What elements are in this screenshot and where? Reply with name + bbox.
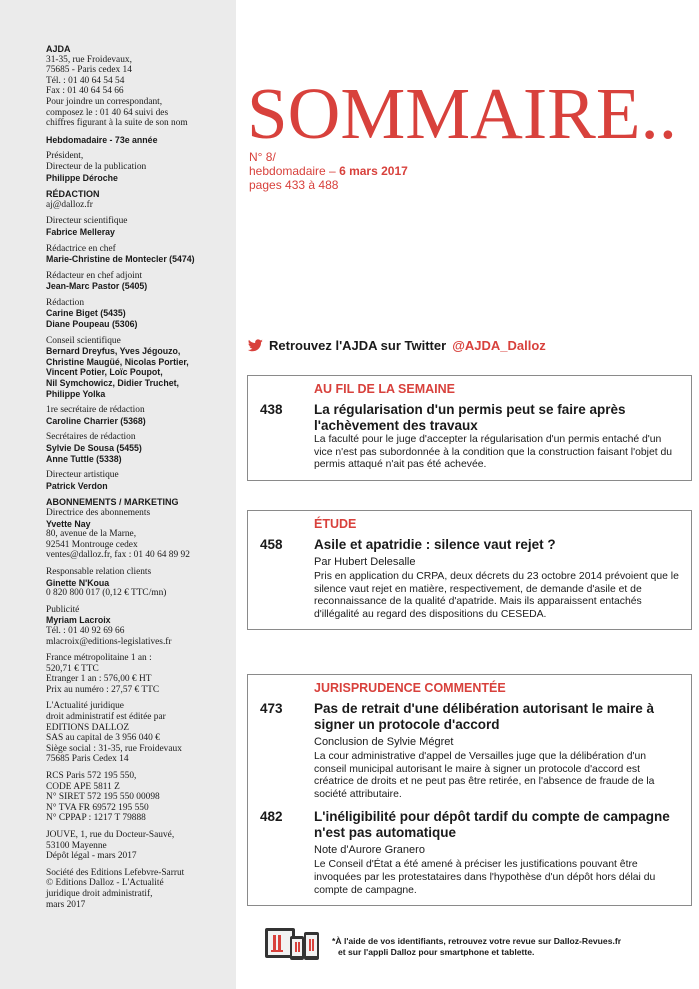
- masthead-line: AJDA: [46, 44, 71, 54]
- masthead-block: [46, 868, 226, 910]
- twitter-text: Retrouvez l'AJDA sur Twitter: [269, 338, 447, 353]
- masthead-line: droit administratif est éditée par: [46, 712, 166, 723]
- article-page-number: 473: [260, 701, 283, 716]
- article-title[interactable]: L'inéligibilité pour dépôt tardif du compte de campagne n'est pas automatique: [314, 809, 670, 841]
- issue-info: [249, 150, 408, 192]
- masthead-line: Caroline Charrier (5368): [46, 415, 146, 426]
- masthead-line: Siège social : 31-35, rue Froidevaux: [46, 743, 182, 754]
- masthead-line: Philippe Déroche: [46, 172, 118, 183]
- masthead-line: Patrick Verdon: [46, 480, 108, 491]
- masthead-block: [46, 336, 226, 400]
- masthead: [0, 0, 236, 989]
- article-summary: La faculté pour le juge d'accepter la régularisation d'un permis entaché d'un vice n'est pas subordonnée à la condition que la construction faisant l'objet du permis attaqué n'ait pas été achevée.: [314, 434, 673, 471]
- masthead-line: 31-35, rue Froidevaux,: [46, 54, 132, 65]
- article-summary: Le Conseil d'État a été amené à préciser les justifications pouvant être invoquées par les protestataires dans l'hypothèse d'un dépôt hors délai du compte de campagne.: [314, 859, 656, 896]
- twitter-handle-link[interactable]: @AJDA_Dalloz: [452, 338, 546, 353]
- page-title: SOMMAIRE..: [247, 73, 677, 154]
- masthead-line: 53100 Mayenne: [46, 840, 107, 851]
- masthead-block: [46, 216, 226, 237]
- masthead-line: Etranger 1 an : 576,00 € HT: [46, 674, 152, 685]
- masthead-block: [46, 151, 226, 183]
- masthead-line: N° CPPAP : 1217 T 79888: [46, 813, 146, 824]
- masthead-line: Société des Editions Lefebvre-Sarrut: [46, 867, 185, 878]
- masthead-line: Philippe Yolka: [46, 388, 106, 399]
- masthead-block: [46, 298, 226, 330]
- article-page-number: 438: [260, 402, 283, 417]
- masthead-block: [46, 405, 226, 426]
- masthead-line: 75685 - Paris cedex 14: [46, 65, 132, 76]
- masthead-line: SAS au capital de 3 956 040 €: [46, 733, 160, 744]
- masthead-line: Diane Poupeau (5306): [46, 319, 138, 330]
- masthead-line: Vincent Potier, Loïc Poupot,: [46, 367, 163, 378]
- masthead-line: Rédactrice en chef: [46, 243, 116, 254]
- article-author: Par Hubert Delesalle: [314, 556, 416, 568]
- masthead-line: mlacroix@editions-legislatives.fr: [46, 636, 172, 647]
- masthead-line: Myriam Lacroix: [46, 615, 111, 626]
- article-entry[interactable]: [260, 537, 679, 621]
- section-title: AU FIL DE LA SEMAINE: [314, 382, 455, 396]
- article-author: Conclusion de Sylvie Mégret: [314, 736, 454, 748]
- issue-pages: pages 433 à 488: [249, 178, 339, 192]
- masthead-block: [46, 567, 226, 599]
- article-title[interactable]: Asile et apatridie : silence vaut rejet ?: [314, 537, 556, 552]
- masthead-line: 1re secrétaire de rédaction: [46, 405, 145, 416]
- twitter-bird-icon: [248, 339, 263, 352]
- masthead-line: juridique droit administratif,: [46, 888, 153, 899]
- masthead-line: Hebdomadaire - 73e année: [46, 134, 158, 145]
- masthead-line: 92541 Montrouge cedex: [46, 539, 138, 550]
- issue-date-line: [249, 164, 408, 178]
- masthead-line: ABONNEMENTS / MARKETING: [46, 497, 179, 508]
- masthead-line: Ginette N'Koua: [46, 577, 110, 588]
- article-title[interactable]: La régularisation d'un permis peut se faire après l'achèvement des travaux: [314, 402, 626, 433]
- masthead-block: [46, 271, 226, 292]
- masthead-line: France métropolitaine 1 an :: [46, 653, 152, 664]
- masthead-line: Dépôt légal - mars 2017: [46, 851, 137, 862]
- masthead-line: N° SIRET 572 195 550 00098: [46, 792, 160, 803]
- masthead-line: Directeur scientifique: [46, 216, 128, 227]
- masthead-line: Rédacteur en chef adjoint: [46, 270, 143, 281]
- masthead-line: 75685 Paris Cedex 14: [46, 754, 129, 765]
- masthead-line: Bernard Dreyfus, Yves Jégouzo,: [46, 346, 181, 357]
- masthead-line: Marie-Christine de Montecler (5474): [46, 254, 195, 265]
- masthead-line: Rédaction: [46, 297, 85, 308]
- masthead-block: [46, 605, 226, 647]
- masthead-line: chiffres figurant à la suite de son nom: [46, 118, 188, 129]
- section-title: ÉTUDE: [314, 517, 357, 531]
- masthead-line: Jean-Marc Pastor (5405): [46, 281, 148, 292]
- masthead-line: Directeur artistique: [46, 470, 119, 481]
- masthead-line: Publicité: [46, 604, 80, 615]
- article-title[interactable]: Pas de retrait d'une délibération autorisant le maire à signer un protocole d'accord: [314, 701, 655, 732]
- section-au-fil-de-la-semaine: [247, 375, 692, 481]
- masthead-line: Conseil scientifique: [46, 335, 121, 346]
- article-page-number: 482: [260, 809, 283, 825]
- footer-note: [264, 926, 694, 962]
- masthead-block: [46, 771, 226, 824]
- section-jurisprudence-commentee: [247, 674, 692, 906]
- article-entry[interactable]: [260, 402, 679, 472]
- masthead-line: JOUVE, 1, rue du Docteur-Sauvé,: [46, 830, 175, 840]
- masthead-line: Carine Biget (5435): [46, 308, 126, 319]
- devices-icon: [264, 926, 320, 962]
- masthead-block: [46, 44, 226, 129]
- masthead-line: Secrétaires de rédaction: [46, 432, 136, 443]
- masthead-line: aj@dalloz.fr: [46, 199, 93, 210]
- masthead-line: CODE APE 5811 Z: [46, 781, 120, 792]
- masthead-block: [46, 189, 226, 210]
- issue-number: N° 8/: [249, 150, 276, 164]
- masthead-line: © Editions Dalloz - L'Actualité: [46, 878, 164, 889]
- issue-date: 6 mars 2017: [339, 164, 408, 178]
- masthead-line: Directrice des abonnements: [46, 507, 151, 518]
- masthead-line: Fax : 01 40 64 54 66: [46, 86, 124, 97]
- masthead-line: RÉDACTION: [46, 189, 100, 200]
- masthead-line: L'Actualité juridique: [46, 701, 124, 712]
- footer-line-2: et sur l'appli Dalloz pour smartphone et tablette.: [338, 947, 535, 957]
- section-title: JURISPRUDENCE COMMENTÉE: [314, 681, 506, 695]
- masthead-block: [46, 432, 226, 464]
- masthead-line: 0 820 800 017 (0,12 € TTC/mn): [46, 588, 167, 599]
- masthead-line: RCS Paris 572 195 550,: [46, 771, 137, 782]
- masthead-block: [46, 244, 226, 265]
- masthead-block: [46, 653, 226, 695]
- masthead-line: 80, avenue de la Marne,: [46, 529, 137, 540]
- article-page-number: 458: [260, 537, 283, 552]
- masthead-line: Christine Maugüé, Nicolas Portier,: [46, 356, 189, 367]
- article-entry[interactable]: [260, 809, 679, 897]
- article-entry[interactable]: [260, 701, 679, 801]
- masthead-line: Fabrice Melleray: [46, 226, 115, 237]
- article-summary: Pris en application du CRPA, deux décrets du 23 octobre 2014 prévoient que le silence vaut rejet en matière, respectivement, de demande d'asile et de reconnaissance de la qualité d'apatride. Mais ils apparaissent entachés d'illégalité au regard des dispositions du CESEDA.: [314, 571, 679, 620]
- masthead-line: 520,71 € TTC: [46, 663, 99, 674]
- masthead-line: composez le : 01 40 64 suivi des: [46, 107, 169, 118]
- issue-prefix: hebdomadaire –: [249, 164, 340, 178]
- masthead-line: Tél. : 01 40 92 69 66: [46, 625, 125, 636]
- masthead-line: Président,: [46, 151, 84, 162]
- masthead-line: Anne Tuttle (5338): [46, 453, 122, 464]
- masthead-line: Yvette Nay: [46, 518, 91, 529]
- masthead-line: EDITIONS DALLOZ: [46, 722, 130, 733]
- masthead-line: Sylvie De Sousa (5455): [46, 443, 142, 453]
- masthead-block: [46, 701, 226, 765]
- masthead-block: [46, 497, 226, 561]
- masthead-line: Tél. : 01 40 64 54 54: [46, 75, 125, 86]
- masthead-line: Directeur de la publication: [46, 161, 147, 172]
- masthead-line: Responsable relation clients: [46, 566, 152, 577]
- masthead-line: mars 2017: [46, 899, 86, 910]
- section-etude: [247, 510, 692, 630]
- masthead-line: Pour joindre un correspondant,: [46, 96, 163, 107]
- footer-line-1: *À l'aide de vos identifiants, retrouvez votre revue sur Dalloz-Revues.fr: [332, 936, 622, 946]
- article-author: Note d'Aurore Granero: [314, 844, 425, 857]
- masthead-line: Nil Symchowicz, Didier Truchet,: [46, 378, 179, 389]
- masthead-line: Prix au numéro : 27,57 € TTC: [46, 684, 160, 695]
- masthead-block: [46, 135, 226, 146]
- masthead-line: N° TVA FR 69572 195 550: [46, 802, 149, 813]
- twitter-promo: [248, 338, 546, 353]
- masthead-block: [46, 830, 226, 862]
- masthead-block: [46, 470, 226, 491]
- masthead-line: ventes@dalloz.fr, fax : 01 40 64 89 92: [46, 550, 190, 561]
- article-summary: La cour administrative d'appel de Versailles juge que la délibération d'un conseil municipal autorisant le maire à signer un protocole d'accord est créatrice de droits et ne peut pas être retirée, en l'absence de fraude de la société attributaire.: [314, 751, 655, 800]
